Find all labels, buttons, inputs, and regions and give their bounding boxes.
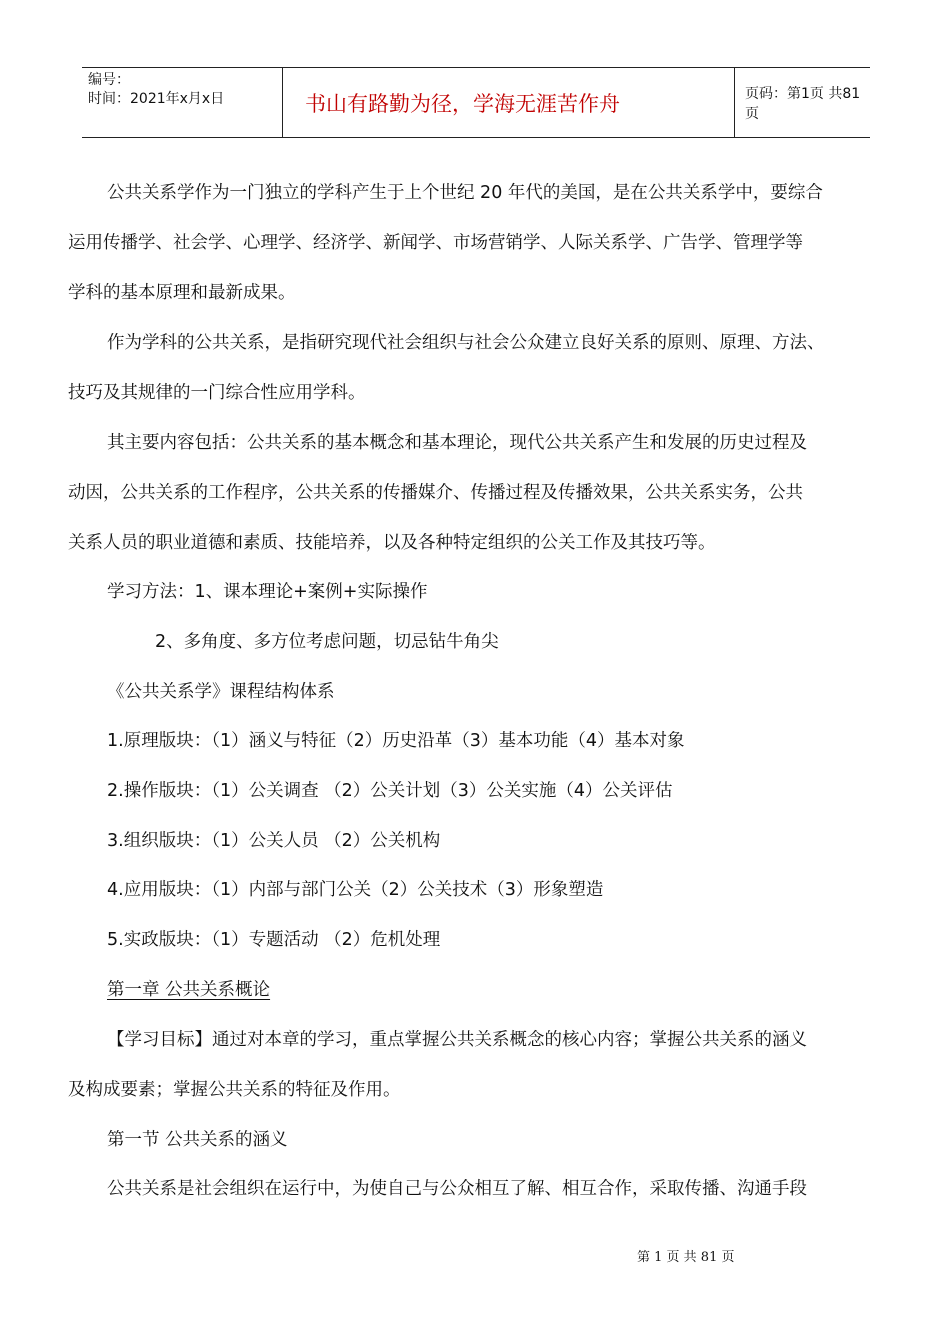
study-method-2: 2、多角度、多方位考虑问题，切忌钻牛角尖 [155, 632, 499, 652]
module-item-5: 5.实政版块：（1）专题活动 （2）危机处理 [107, 930, 441, 950]
page-header [82, 67, 870, 138]
header-time-label: 时间：2021年x月x日 [88, 91, 225, 107]
paragraph-1-line-1: 公共关系学作为一门独立的学科产生于上个世纪 20 年代的美国，是在公共关系学中，要综合 [107, 183, 823, 203]
header-motto: 书山有路勤为径，学海无涯苦作舟 [282, 68, 735, 137]
module-item-2: 2.操作版块：（1）公关调查 （2）公关计划（3）公关实施（4）公关评估 [107, 781, 673, 801]
header-meta [82, 68, 282, 137]
paragraph-3-line-3: 关系人员的职业道德和素质、技能培养，以及各种特定组织的公关工作及其技巧等。 [68, 533, 716, 553]
learning-goal-line-2: 及构成要素；掌握公共关系的特征及作用。 [68, 1080, 401, 1100]
study-method-1: 学习方法：1、课本理论+案例+实际操作 [107, 582, 428, 602]
chapter-title: 第一章 公共关系概论 [107, 980, 271, 1000]
header-number-label: 编号： [88, 72, 130, 88]
definition-line-1: 公共关系是社会组织在运行中，为使自己与公众相互了解、相互合作，采取传播、沟通手段 [107, 1179, 807, 1199]
module-item-4: 4.应用版块：（1）内部与部门公关（2）公关技术（3）形象塑造 [107, 880, 604, 900]
learning-goal-line-1: 【学习目标】通过对本章的学习，重点掌握公共关系概念的核心内容；掌握公共关系的涵义 [107, 1030, 807, 1050]
paragraph-2-line-2: 技巧及其规律的一门综合性应用学科。 [68, 383, 366, 403]
header-page-label: 页码：第1页 共81页 [745, 85, 861, 122]
paragraph-2-line-1: 作为学科的公共关系，是指研究现代社会组织与社会公众建立良好关系的原则、原理、方法、 [107, 333, 825, 353]
module-item-3: 3.组织版块：（1）公关人员 （2）公关机构 [107, 831, 441, 851]
section-title: 第一节 公共关系的涵义 [107, 1130, 288, 1150]
module-item-1: 1.原理版块：（1）涵义与特征（2）历史沿革（3）基本功能（4）基本对象 [107, 731, 685, 751]
structure-title: 《公共关系学》课程结构体系 [107, 682, 335, 702]
page-footer: 第 1 页 共 81 页 [637, 1250, 735, 1265]
paragraph-3-line-2: 动因，公共关系的工作程序，公共关系的传播媒介、传播过程及传播效果，公共关系实务，公共 [68, 483, 803, 503]
paragraph-1-line-3: 学科的基本原理和最新成果。 [68, 283, 296, 303]
paragraph-3-line-1: 其主要内容包括：公共关系的基本概念和基本理论，现代公共关系产生和发展的历史过程及 [107, 433, 807, 453]
paragraph-1-line-2: 运用传播学、社会学、心理学、经济学、新闻学、市场营销学、人际关系学、广告学、管理学等 [68, 233, 803, 253]
